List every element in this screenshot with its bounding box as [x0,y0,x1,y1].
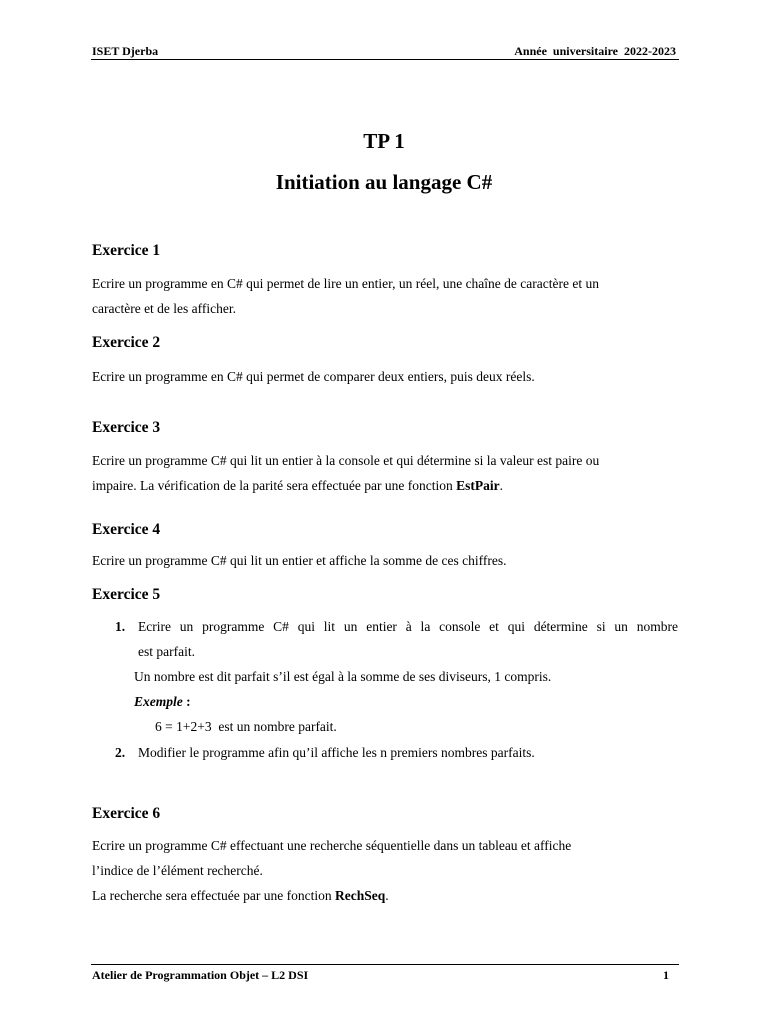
exercise-6-line-3-text: La recherche sera effectuée par une fonction [92,888,335,903]
exercise-5-item-2-number: 2. [115,745,126,760]
exercise-3-line-2-end: . [499,478,503,493]
footer-rule [91,964,679,965]
exercise-1-line-1: Ecrire un programme en C# qui permet de lire un entier, un réel, une chaîne de caractère et un [92,276,599,291]
function-name-estpair: EstPair [456,478,500,493]
perfect-number-definition: Un nombre est dit parfait s’il est égal à la somme de ses diviseurs, 1 compris. [134,669,552,684]
header-institution: ISET Djerba [92,44,159,58]
exercise-6-line-1: Ecrire un programme C# effectuant une recherche séquentielle dans un tableau et affiche [92,838,572,853]
page-number: 1 [663,968,669,982]
exercise-5-item-1-line-2: est parfait. [138,644,195,659]
exercise-6-line-3 [92,888,389,904]
exercise-5-item-1-number: 1. [115,619,126,634]
example-label-colon: : [182,694,191,709]
exercise-2-heading: Exercice 2 [92,334,161,351]
header-rule [91,59,679,60]
document-title: TP 1 [363,129,405,153]
exercise-3-line-2-text: impaire. La vérification de la parité sera effectuée par une fonction [92,478,457,493]
exercise-3-line-1: Ecrire un programme C# qui lit un entier à la console et qui détermine si la valeur est paire ou [92,453,600,468]
exercise-6-heading: Exercice 6 [92,805,161,822]
example-label [134,694,191,710]
exercise-3-heading: Exercice 3 [92,419,161,436]
exercise-4-line-1: Ecrire un programme C# qui lit un entier et affiche la somme de ces chiffres. [92,553,507,568]
example-label-text: Exemple [134,694,183,709]
exercise-5-heading: Exercice 5 [92,586,161,603]
exercise-5-item-1-line-1: Ecrire un programme C# qui lit un entier à la console et qui détermine si un nombre [138,619,678,634]
exercise-5-item-2-line-1: Modifier le programme afin qu’il affiche les n premiers nombres parfaits. [138,745,535,760]
exercise-6-line-2: l’indice de l’élément recherché. [92,863,263,878]
exercise-1-heading: Exercice 1 [92,242,161,259]
exercise-4-heading: Exercice 4 [92,521,161,538]
exercise-1-line-2: caractère et de les afficher. [92,301,237,316]
exercise-3-line-2 [92,478,503,494]
footer-course-name: Atelier de Programmation Objet – L2 DSI [92,968,309,982]
example-text: 6 = 1+2+3 est un nombre parfait. [155,719,337,734]
function-name-rechseq: RechSeq [334,888,386,903]
document-subtitle: Initiation au langage C# [275,170,493,194]
exercise-6-line-3-end: . [385,888,389,903]
exercise-2-line-1: Ecrire un programme en C# qui permet de comparer deux entiers, puis deux réels. [92,369,535,384]
header-academic-year: Année universitaire 2022-2023 [514,44,676,58]
